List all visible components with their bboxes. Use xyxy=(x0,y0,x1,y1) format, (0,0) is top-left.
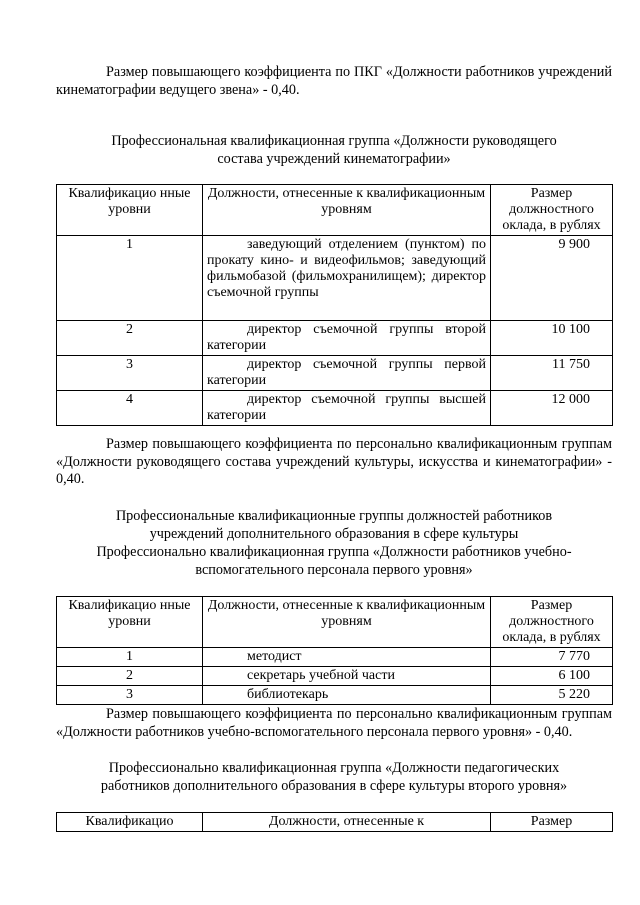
cell-positions: директор съемочной группы второй категории xyxy=(203,321,491,356)
table-header-row xyxy=(57,185,613,236)
table-row xyxy=(57,356,613,391)
header-salary: Размер xyxy=(491,813,613,832)
header-salary: Размер должностного оклада, в рублях xyxy=(491,185,613,236)
cell-level: 3 xyxy=(57,356,203,391)
heading-additional-education xyxy=(56,508,612,543)
cell-level: 2 xyxy=(57,667,203,686)
heading-line: состава учреждений кинематографии» xyxy=(217,150,451,167)
table-row xyxy=(57,667,613,686)
cell-salary: 11 750 xyxy=(491,356,613,391)
cell-positions: библиотекарь xyxy=(203,686,491,705)
cell-positions: методист xyxy=(203,648,491,667)
heading-line: Профессиональные квалификационные группы должностей работников xyxy=(115,508,553,524)
table-header-row xyxy=(57,813,613,832)
heading-pedagogical-staff xyxy=(56,760,612,795)
heading-line: Профессионально квалификационная группа «Должности работников учебно- xyxy=(96,544,572,560)
cell-salary: 6 100 xyxy=(491,667,613,686)
header-level: Квалификацио нные уровни xyxy=(57,185,203,236)
cell-positions: заведующий отделением (пунктом) по прокату кино- и видеофильмов; заведующий фильмобазой (фильмохранилищем); директор съемочной группы xyxy=(203,236,491,321)
header-salary: Размер должностного оклада, в рублях xyxy=(491,597,613,648)
header-level: Квалификацио нные уровни xyxy=(57,597,203,648)
salary-table-pedagogical xyxy=(56,812,613,832)
cell-level: 1 xyxy=(57,648,203,667)
heading-line: вспомогательного персонала первого уровня» xyxy=(195,561,473,578)
table-row xyxy=(57,648,613,667)
header-positions: Должности, отнесенные к квалификационным уровням xyxy=(203,185,491,236)
cell-positions: директор съемочной группы высшей категории xyxy=(203,391,491,426)
cell-salary: 12 000 xyxy=(491,391,613,426)
heading-cinema-leaders xyxy=(56,133,612,168)
cell-level: 2 xyxy=(57,321,203,356)
salary-table-cinema xyxy=(56,184,613,426)
cell-positions: директор съемочной группы первой категории xyxy=(203,356,491,391)
heading-line: Профессионально квалификационная группа «Должности педагогических xyxy=(108,760,560,776)
cell-level: 1 xyxy=(57,236,203,321)
table-row xyxy=(57,391,613,426)
cell-salary: 7 770 xyxy=(491,648,613,667)
heading-line: учреждений дополнительного образования в сфере культуры xyxy=(149,525,519,542)
paragraph-coefficient-3: Размер повышающего коэффициента по персонально квалификационным группам «Должности работников учебно-вспомогательного персонала первого уровня» - 0,40. xyxy=(56,706,612,740)
header-level: Квалификацио xyxy=(57,813,203,832)
paragraph-coefficient-2: Размер повышающего коэффициента по персонально квалификационным группам «Должности руководящего состава учреждений культуры, искусства и кинематографии» - 0,40. xyxy=(56,436,612,487)
cell-level: 4 xyxy=(57,391,203,426)
header-positions: Должности, отнесенные к xyxy=(203,813,491,832)
cell-salary: 5 220 xyxy=(491,686,613,705)
heading-support-staff xyxy=(56,544,612,579)
salary-table-support-staff xyxy=(56,596,613,705)
table-header-row xyxy=(57,597,613,648)
header-positions: Должности, отнесенные к квалификационным уровням xyxy=(203,597,491,648)
heading-line: работников дополнительного образования в сфере культуры второго уровня» xyxy=(100,777,568,794)
paragraph-coefficient-1: Размер повышающего коэффициента по ПКГ «Должности работников учреждений кинематографии ведущего звена» - 0,40. xyxy=(56,64,612,98)
heading-line: Профессиональная квалификационная группа «Должности руководящего xyxy=(111,133,557,149)
cell-salary: 9 900 xyxy=(491,236,613,321)
cell-positions: секретарь учебной части xyxy=(203,667,491,686)
table-row xyxy=(57,686,613,705)
cell-level: 3 xyxy=(57,686,203,705)
table-row xyxy=(57,236,613,321)
cell-salary: 10 100 xyxy=(491,321,613,356)
table-row xyxy=(57,321,613,356)
